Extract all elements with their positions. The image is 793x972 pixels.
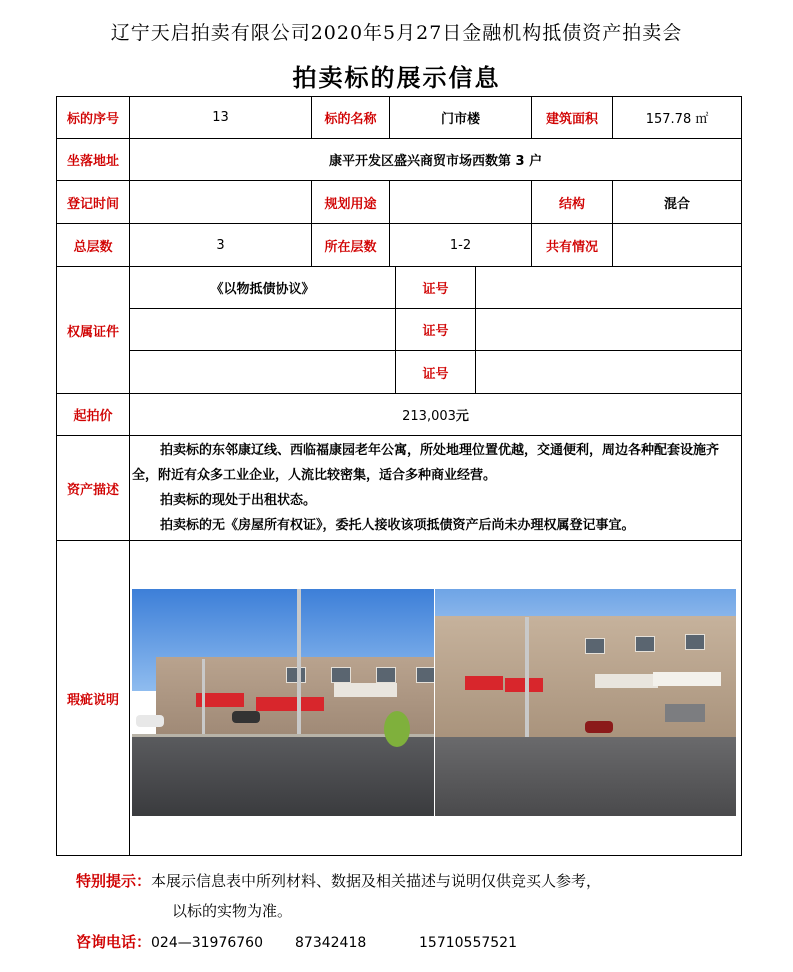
lot-name-label: 标的名称 [312, 97, 390, 139]
ownership-label: 权属证件 [57, 267, 130, 394]
defects-label: 瑕疵说明 [57, 541, 130, 856]
floor-location-label: 所在层数 [312, 224, 390, 267]
start-price-label: 起拍价 [57, 394, 130, 436]
page-title: 拍卖标的展示信息 [292, 64, 501, 92]
floor-location-value: 1-2 [390, 224, 532, 267]
building-photo-right [435, 589, 736, 816]
phone-2: 87342418 [295, 935, 367, 951]
floors-value: 3 [130, 224, 312, 267]
ownership-doc-3 [130, 351, 396, 394]
shared-value [613, 224, 742, 267]
lot-no-label: 标的序号 [57, 97, 130, 139]
contact-label: 咨询电话： [76, 933, 152, 951]
cert-value-1 [476, 267, 742, 309]
shared-label: 共有情况 [532, 224, 613, 267]
area-label: 建筑面积 [532, 97, 613, 139]
structure-label: 结构 [532, 181, 613, 224]
description-text [130, 436, 742, 541]
start-price-value [130, 394, 742, 436]
usage-value [390, 181, 532, 224]
lot-no-value: 13 [130, 97, 312, 139]
header-title: 辽宁天启拍卖有限公司2020年5月27日金融机构抵债资产拍卖会 [110, 22, 683, 44]
lot-name-value: 门市楼 [390, 97, 532, 139]
start-price-number: 213,003 [402, 409, 456, 424]
description-paragraph-1: 拍卖标的东邻康辽线、西临福康园老年公寓，所处地理位置优越，交通便利，周边各种配套设施齐全，附近有众多工业企业，人流比较密集，适合多种商业经营。 [132, 443, 720, 483]
location-label: 坐落地址 [57, 139, 130, 181]
phone-3: 15710557521 [419, 935, 517, 951]
contact-line [76, 930, 517, 955]
notice-line-1 [76, 866, 601, 896]
notice-label: 特别提示： [76, 872, 152, 890]
start-price-unit: 元 [455, 409, 469, 424]
defects-photos [130, 541, 742, 856]
notice-text-1: 本展示信息表中所列材料、数据及相关描述与说明仅供竞买人参考， [151, 872, 602, 890]
cert-value-2 [476, 309, 742, 351]
description-paragraph-2: 拍卖标的现处于出租状态。 [160, 493, 317, 508]
ownership-doc-2 [130, 309, 396, 351]
floors-label: 总层数 [57, 224, 130, 267]
description-label: 资产描述 [57, 436, 130, 541]
cert-label-2: 证号 [396, 309, 476, 351]
description-paragraph-3: 拍卖标的无《房屋所有权证》，委托人接收该项抵债资产后尚未办理权属登记事宜。 [160, 518, 635, 533]
structure-value: 混合 [613, 181, 742, 224]
auction-info-table [56, 96, 742, 856]
area-value: 157.78 ㎡ [613, 97, 742, 139]
cert-label-3: 证号 [396, 351, 476, 394]
reg-time-label: 登记时间 [57, 181, 130, 224]
usage-label: 规划用途 [312, 181, 390, 224]
location-value: 康平开发区盛兴商贸市场西数第 3 户 [130, 139, 742, 181]
ownership-doc-1: 《以物抵债协议》 [130, 267, 396, 309]
phone-1: 024—31976760 [151, 935, 263, 951]
cert-label-1: 证号 [396, 267, 476, 309]
cert-value-3 [476, 351, 742, 394]
notice-line-2: 以标的实物为准。 [172, 902, 293, 920]
reg-time-value [130, 181, 312, 224]
building-photo-left [132, 589, 434, 816]
